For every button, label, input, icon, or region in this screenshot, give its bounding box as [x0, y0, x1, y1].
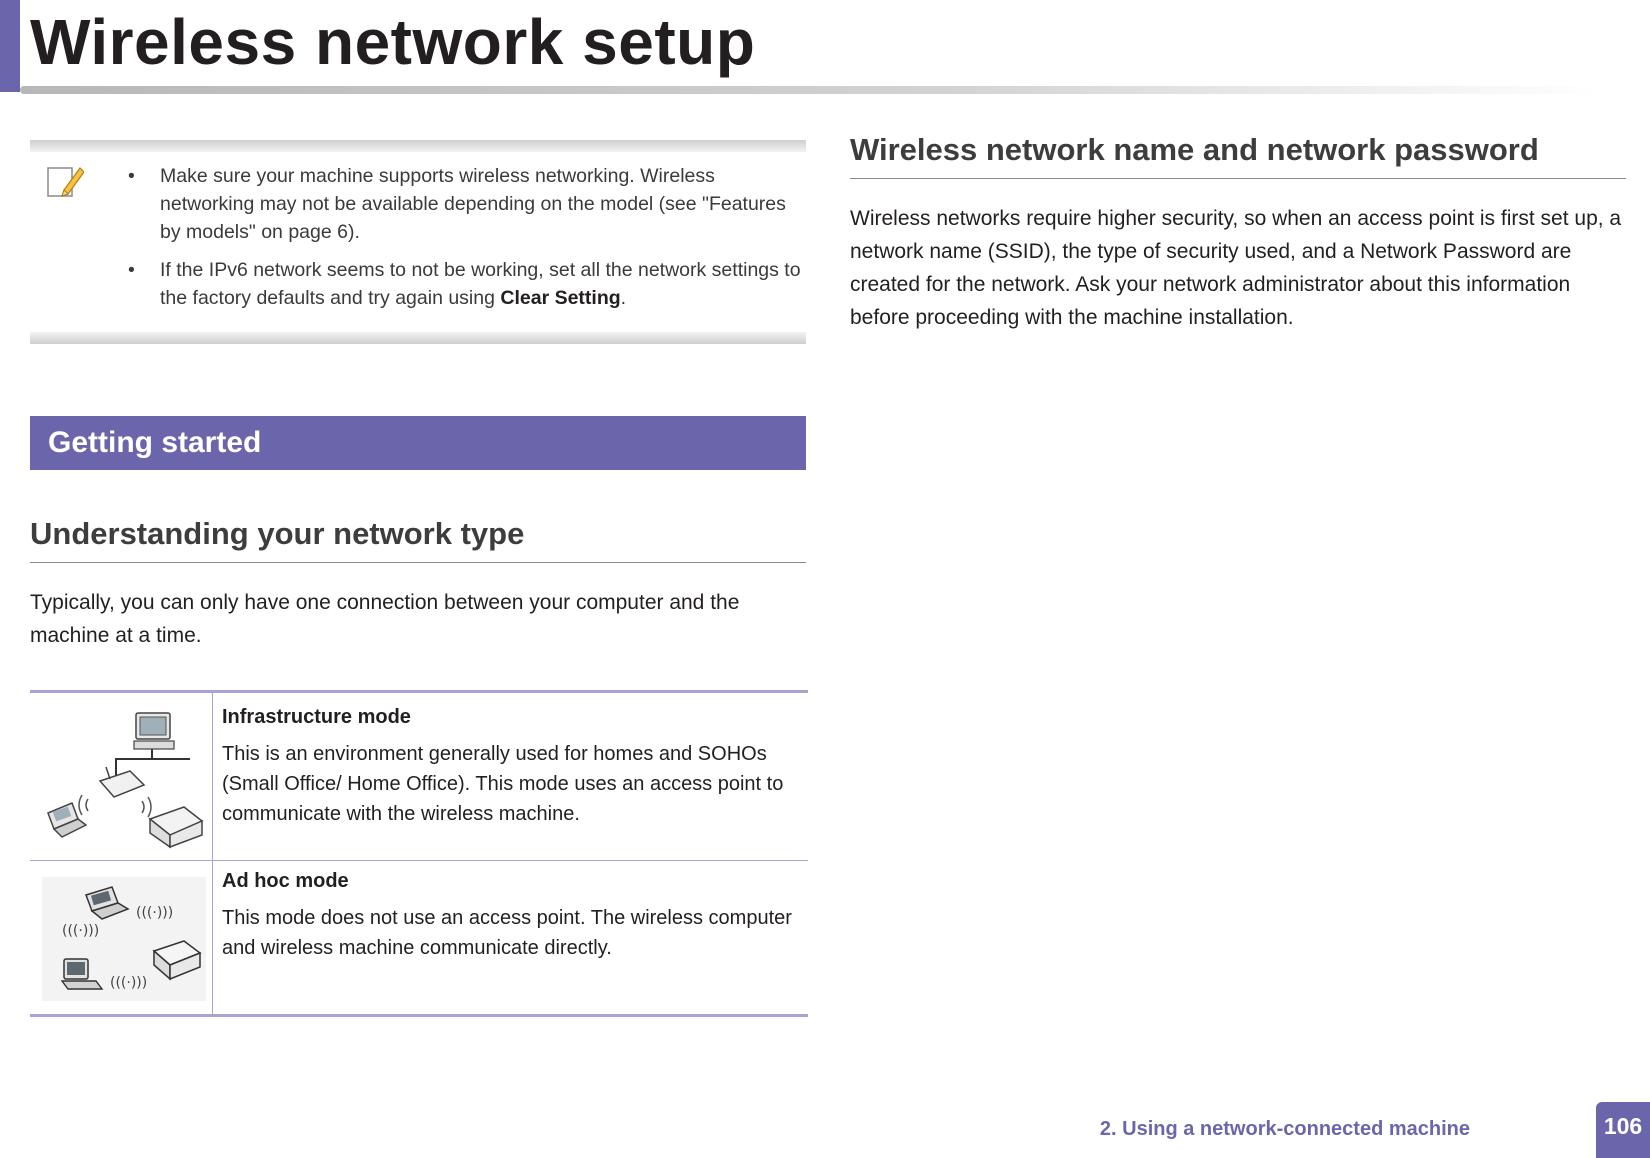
bullet: • [128, 259, 135, 281]
network-type-body: Typically, you can only have one connection between your computer and the machine at a time. [30, 591, 740, 647]
table-row [30, 693, 808, 860]
wireless-password-heading: Wireless network name and network password [850, 132, 1539, 167]
note-item-text: Make sure your machine supports wireless networking. Wireless networking may not be available depending on the model (see "Features by models" on page 6). [160, 165, 786, 243]
note-box [30, 140, 806, 346]
table-row [30, 861, 808, 1014]
title-divider [20, 86, 1600, 94]
adhoc-mode-description: This mode does not use an access point. The wireless computer and wireless machine communicate directly. [222, 907, 792, 959]
bullet: • [128, 165, 135, 187]
note-list [120, 162, 810, 322]
footer-chapter-label: 2. Using a network-connected machine [1099, 1118, 1470, 1140]
wireless-password-rule [850, 178, 1626, 179]
note-top-bar [30, 140, 806, 152]
infrastructure-mode-title: Infrastructure mode [222, 706, 411, 728]
note-item-text-end: . [620, 287, 627, 309]
adhoc-diagram-icon [42, 877, 206, 1001]
table-bottom-border [30, 1014, 808, 1017]
svg-text:(((·))): (((·))) [136, 905, 174, 921]
page-number: 106 [1596, 1102, 1650, 1158]
network-type-rule [30, 562, 806, 563]
infrastructure-mode-description: This is an environment generally used for homes and SOHOs (Small Office/ Home Office). This mode uses an access point to communicate with the wireless machine. [222, 743, 784, 825]
svg-text:(((·))): (((·))) [110, 975, 148, 991]
note-bottom-bar [30, 332, 806, 344]
note-item-text: If the IPv6 network seems to not be working, set all the network settings to the factory defaults and try again using [160, 259, 801, 309]
network-type-heading: Understanding your network type [30, 516, 525, 551]
wireless-password-body: Wireless networks require higher security, so when an access point is first set up, a network name (SSID), the type of security used, and a Network Password are created for the network. Ask your network administrator about this information before proceeding with the machine installation. [850, 207, 1622, 329]
header-accent-bar [0, 0, 20, 92]
infrastructure-diagram-icon [44, 709, 204, 851]
clear-setting-label: Clear Setting [500, 287, 621, 309]
adhoc-mode-title: Ad hoc mode [222, 870, 349, 892]
mode-text [222, 703, 802, 829]
svg-text:(((·))): (((·))) [62, 923, 100, 939]
section-band-getting-started: Getting started [30, 416, 806, 470]
page-title: Wireless network setup [30, 6, 756, 78]
mode-text [222, 867, 802, 963]
note-item [120, 162, 810, 246]
note-pencil-icon [44, 162, 84, 202]
note-item [120, 256, 810, 312]
